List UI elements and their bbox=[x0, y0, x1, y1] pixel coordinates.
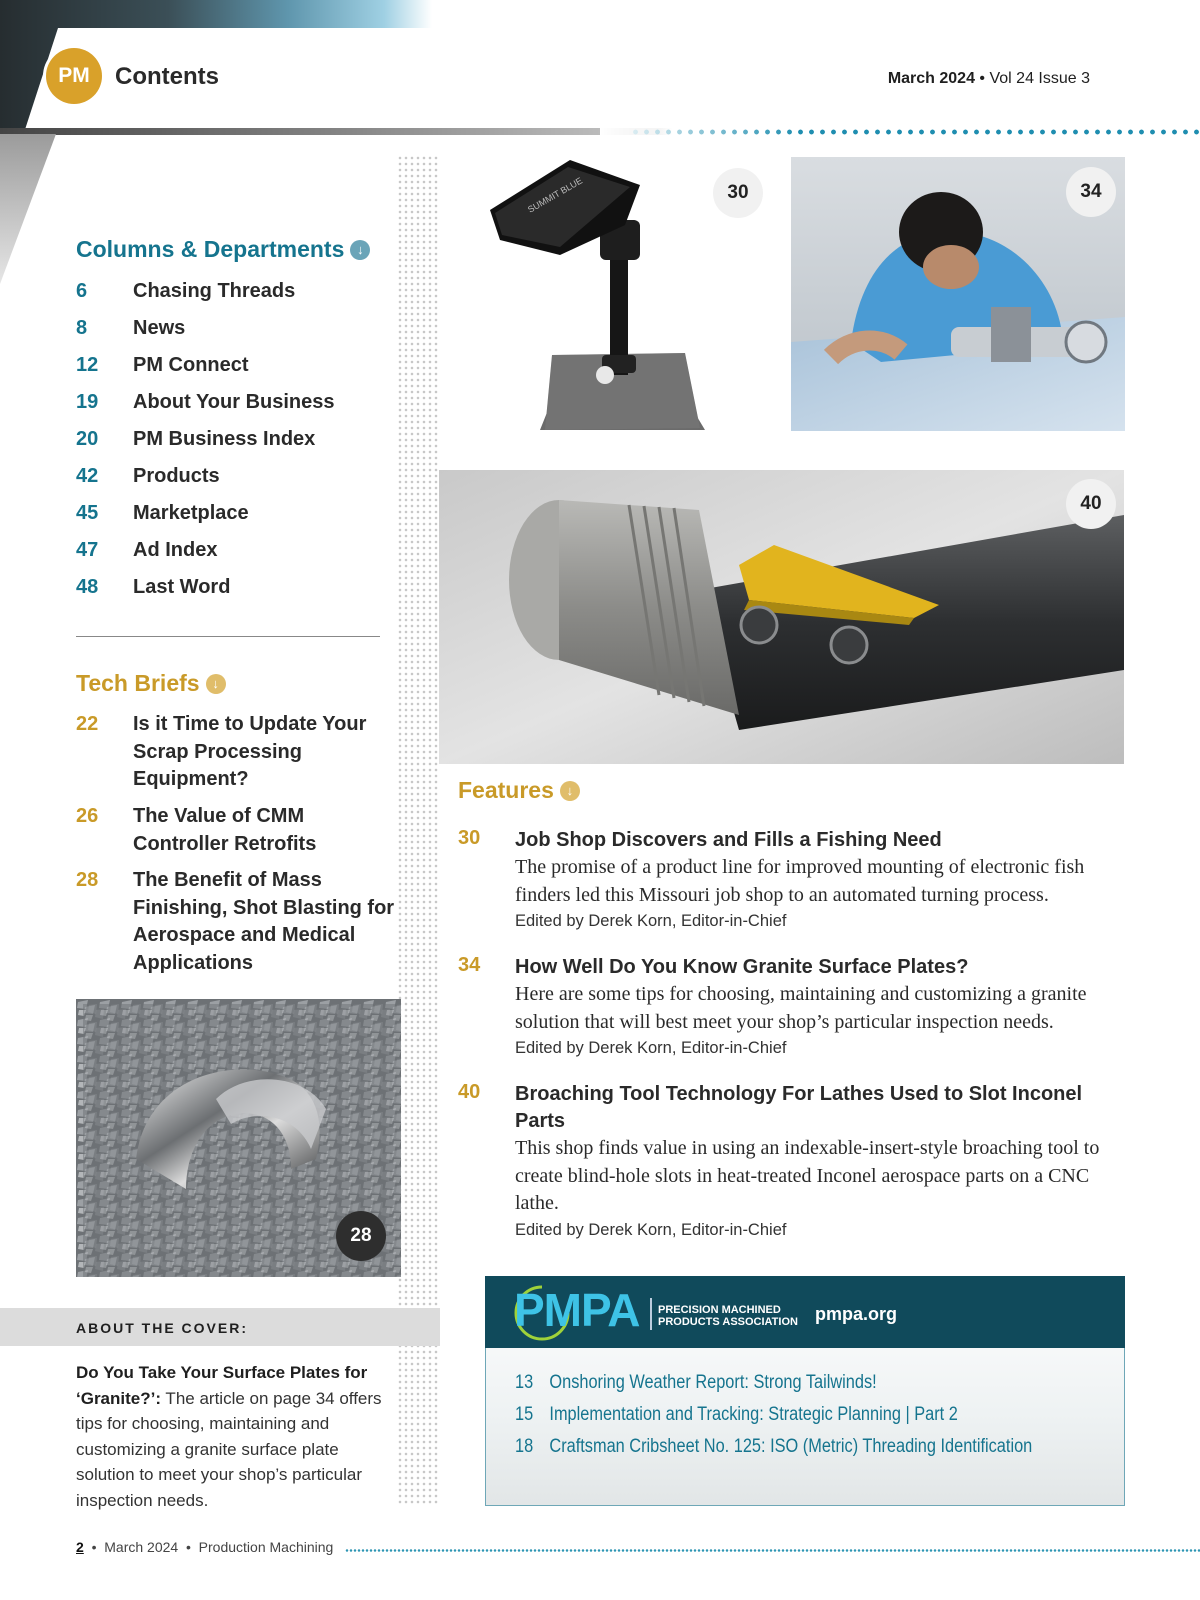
page-badge-30: 30 bbox=[713, 168, 763, 218]
tech-brief-label: Is it Time to Update Your Scrap Processing Equipment? bbox=[133, 713, 367, 790]
column-item-label: PM Connect bbox=[133, 354, 249, 376]
tech-brief-label: The Value of CMM Controller Retrofits bbox=[133, 805, 317, 855]
pmpa-item[interactable] bbox=[515, 1404, 958, 1426]
column-item-page: 20 bbox=[76, 428, 99, 450]
broaching-tool-image bbox=[439, 470, 1124, 764]
feature-item[interactable] bbox=[458, 827, 1118, 933]
pmpa-item[interactable] bbox=[515, 1372, 877, 1394]
pmpa-url-link[interactable]: pmpa.org bbox=[815, 1304, 898, 1324]
feature-description: Here are some tips for choosing, maintaining and customizing a granite solution that will best meet your shop’s particular inspection needs. bbox=[515, 983, 1087, 1033]
column-item-page: 8 bbox=[76, 317, 88, 339]
footer: 2 • March 2024 • Production Machining bbox=[76, 1539, 334, 1555]
arrow-down-icon: ↓ bbox=[350, 240, 370, 260]
section-divider bbox=[76, 636, 380, 637]
about-cover-body: The article on page 34 offers tips for choosing, maintaining and customizing a granite surface plate solution to meet your shop’s particular inspection needs. bbox=[76, 1388, 382, 1510]
feature-editor: Edited by Derek Korn, Editor-in-Chief bbox=[515, 1220, 787, 1239]
mount-brand-text: SUMMIT BLUE bbox=[526, 175, 585, 215]
issue-volume: Vol 24 Issue 3 bbox=[989, 70, 1090, 87]
column-item-label: Chasing Threads bbox=[133, 280, 296, 302]
page-badge-40: 40 bbox=[1066, 479, 1116, 529]
footer-page-number: 2 bbox=[76, 1539, 84, 1555]
arrow-down-icon: ↓ bbox=[560, 781, 580, 801]
feature-page: 34 bbox=[458, 954, 481, 976]
about-cover-lead: Do You Take Your Surface Plates for ‘Granite?’: bbox=[76, 1363, 368, 1408]
feature-description: The promise of a product line for improved mounting of electronic fish finders led this Missouri job shop to an automated turning process. bbox=[515, 856, 1085, 906]
tech-brief-page: 28 bbox=[76, 869, 99, 891]
pmpa-logo[interactable]: PMPA bbox=[514, 1284, 640, 1336]
pmpa-item-label: Implementation and Tracking: Strategic Planning | Part 2 bbox=[549, 1404, 958, 1425]
feature-editor: Edited by Derek Korn, Editor-in-Chief bbox=[515, 912, 787, 930]
columns-heading-label: Columns & Departments bbox=[76, 236, 345, 262]
column-item-page: 19 bbox=[76, 391, 99, 413]
column-item-page: 45 bbox=[76, 502, 99, 524]
column-item-page: 47 bbox=[76, 539, 99, 561]
pmpa-item[interactable] bbox=[515, 1436, 1032, 1458]
pmpa-item-label: Craftsman Cribsheet No. 125: ISO (Metric) Threading Identification bbox=[549, 1436, 1033, 1457]
column-item-page: 42 bbox=[76, 465, 99, 487]
feature-item[interactable] bbox=[458, 954, 1118, 1060]
fish-finder-mount-photo[interactable] bbox=[470, 155, 770, 435]
about-cover-label: ABOUT THE COVER: bbox=[76, 1320, 248, 1336]
pmpa-item-page: 18 bbox=[515, 1436, 534, 1457]
page-badge-34: 34 bbox=[1066, 167, 1116, 217]
header-dot-fade bbox=[600, 126, 800, 138]
features-heading-label: Features bbox=[458, 777, 554, 803]
about-cover-text bbox=[76, 1360, 396, 1513]
tech-brief-item[interactable] bbox=[76, 711, 396, 794]
column-item-label: PM Business Index bbox=[133, 428, 316, 450]
tech-briefs-heading[interactable] bbox=[76, 670, 226, 697]
feature-item[interactable] bbox=[458, 1081, 1118, 1242]
issue-info: March 2024 • Vol 24 Issue 3 bbox=[887, 70, 1090, 87]
tech-brief-page: 22 bbox=[76, 713, 99, 735]
pmpa-item-page: 13 bbox=[515, 1372, 534, 1393]
footer-date: March 2024 bbox=[104, 1539, 179, 1555]
pmpa-subtitle-line1: PRECISION MACHINED bbox=[658, 1304, 781, 1316]
pmpa-item-label: Onshoring Weather Report: Strong Tailwinds! bbox=[549, 1372, 877, 1393]
column-item-page: 48 bbox=[76, 576, 99, 598]
pmpa-separator bbox=[650, 1298, 652, 1330]
pmpa-subtitle-line2: PRODUCTS ASSOCIATION bbox=[658, 1316, 798, 1328]
mass-finishing-photo[interactable] bbox=[76, 999, 401, 1277]
feature-page: 30 bbox=[458, 827, 481, 849]
tech-brief-label: The Benefit of Mass Finishing, Shot Blasting for Aerospace and Medical Applications bbox=[133, 869, 395, 974]
column-divider-dots bbox=[397, 155, 439, 1505]
pmpa-subtitle bbox=[658, 1304, 798, 1328]
pmpa-item-page: 15 bbox=[515, 1404, 534, 1425]
broaching-tool-photo[interactable] bbox=[439, 470, 1124, 764]
column-item-label: About Your Business bbox=[133, 391, 335, 413]
tech-brief-page: 26 bbox=[76, 805, 99, 827]
column-item-page: 6 bbox=[76, 280, 88, 302]
header-wedge bbox=[0, 134, 56, 284]
arrow-down-icon: ↓ bbox=[206, 674, 226, 694]
page-title: Contents bbox=[115, 63, 219, 90]
features-heading[interactable] bbox=[458, 777, 580, 804]
feature-title: Broaching Tool Technology For Lathes Used to Slot Inconel Parts bbox=[515, 1083, 1083, 1132]
footer-dot-rule bbox=[345, 1549, 1200, 1552]
column-item-page: 12 bbox=[76, 354, 99, 376]
feature-title: How Well Do You Know Granite Surface Plates? bbox=[515, 956, 969, 978]
column-item-label: Products bbox=[133, 465, 220, 487]
feature-page: 40 bbox=[458, 1081, 481, 1103]
column-item-label: Ad Index bbox=[133, 539, 218, 561]
tech-brief-item[interactable] bbox=[76, 803, 396, 858]
column-item-label: Last Word bbox=[133, 576, 231, 598]
granite-inspection-photo[interactable] bbox=[791, 157, 1125, 431]
tech-briefs-heading-label: Tech Briefs bbox=[76, 670, 200, 696]
tech-brief-item[interactable] bbox=[76, 867, 396, 977]
feature-editor: Edited by Derek Korn, Editor-in-Chief bbox=[515, 1039, 787, 1057]
page-badge-28: 28 bbox=[336, 1211, 386, 1261]
footer-publication: Production Machining bbox=[198, 1539, 334, 1555]
column-item-label: News bbox=[133, 317, 186, 339]
pm-logo: PM bbox=[46, 48, 102, 104]
columns-heading[interactable] bbox=[76, 236, 370, 263]
column-item-label: Marketplace bbox=[133, 502, 249, 524]
feature-title: Job Shop Discovers and Fills a Fishing Need bbox=[515, 829, 942, 851]
feature-description: This shop finds value in using an indexable-insert-style broaching tool to create blind-hole slots in heat-treated Inconel aerospace parts on a CNC lathe. bbox=[515, 1137, 1100, 1214]
issue-date: March 2024 bbox=[887, 70, 975, 87]
